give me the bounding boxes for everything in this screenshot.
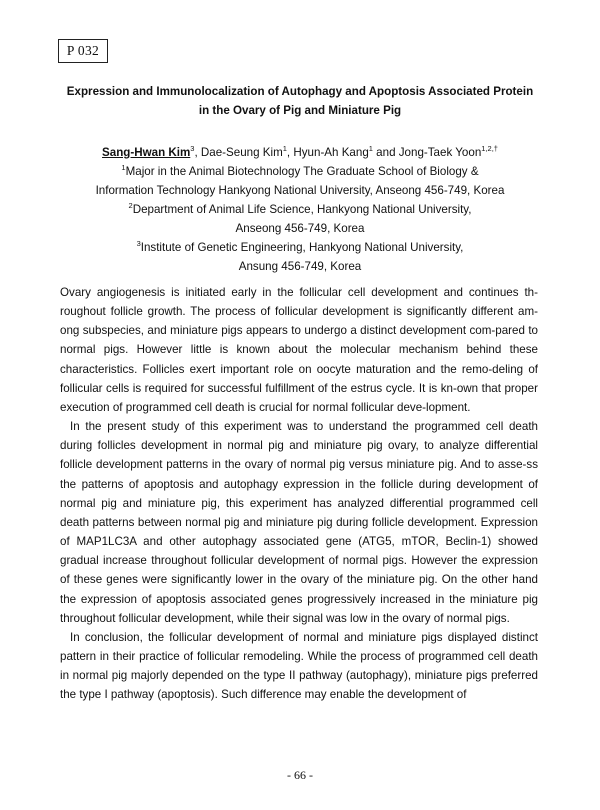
- author-affiliation-mark: 1: [282, 144, 287, 153]
- author-list: [30, 143, 570, 162]
- affiliation-text: Institute of Genetic Engineering, Hankyong National University,: [140, 241, 464, 254]
- abstract-paragraph: In the present study of this experiment was to understand the programmed cell death during follicles development in normal pig and miniature pig ovary, to analyze differential follicle development patterns in the ovary of normal pig versus miniature pig. And to asse-ss the patterns of apoptosis and autophagy expression in the follicle during development of normal pig and miniature pig, this experiment has analyzed differential programmed cell death patterns between normal pig and miniature pig during follicle development. Expression of MAP1LC3A and other autophagy associated gene (ATG5, mTOR, Beclin-1) showed gradual increase throughout follicular development of normal pigs. However the expression of these genes were significantly lower in the ovary of the miniature pig. On the other hand the expression of apoptosis associated genes progressively increased in the miniature pig throughout follicular development, while their signal was low in the ovary of normal pigs.: [60, 420, 538, 625]
- author-affiliation-mark: 1,2,†: [481, 144, 498, 153]
- author-name: Jong-Taek Yoon: [398, 146, 482, 159]
- abstract-body: [60, 283, 538, 704]
- affiliation-3-cont: Ansung 456-749, Korea: [238, 260, 362, 273]
- title-line-1: Expression and Immunolocalization of Autophagy and Apoptosis Associated Protein: [66, 85, 534, 98]
- affiliation-2: [30, 200, 570, 219]
- author-name: Dae-Seung Kim: [200, 146, 283, 159]
- title-line-2: in the Ovary of Pig and Miniature Pig: [198, 104, 402, 117]
- abstract-paragraph: Ovary angiogenesis is initiated early in the follicular cell development and continues th-roughout follicle growth. The process of follicular development is significantly different am-ong subspecies, and miniature pigs appears to undergo a distinct development com-pared to normal pigs. However little is known about the molecular mechanism behind these characteristics. Follicles exert important role on oocyte maturation and the remo-deling of follicular cells is required for successful fulfillment of the estrus cycle. It is kn-own that proper execution of programmed cell death is crucial for normal follicular deve-lopment.: [60, 286, 538, 414]
- page-number: - 66 -: [287, 768, 313, 782]
- affiliation-mark: 3: [136, 239, 141, 248]
- author-separator: ,: [286, 146, 294, 159]
- author-affiliation-mark: 1: [368, 144, 373, 153]
- author-name: Sang-Hwan Kim: [102, 146, 191, 159]
- abstract-paragraph: In conclusion, the follicular development of normal and miniature pigs displayed distinct pattern in their practice of follicular remodeling. While the process of programmed cell death in normal pig majorly depended on the type II pathway (autophagy), miniature pigs preferred the type I pathway (apoptosis). Such difference may enable the development of: [60, 630, 538, 702]
- affiliation-1: [30, 162, 570, 181]
- affiliation-3: [30, 238, 570, 257]
- author-separator: and: [372, 146, 399, 159]
- affiliation-text: Department of Animal Life Science, Hankyong National University,: [132, 203, 472, 216]
- author-affiliation-mark: 3: [190, 144, 195, 153]
- author-separator: ,: [194, 146, 201, 159]
- affiliation-mark: 2: [128, 201, 133, 210]
- affiliation-text: Major in the Animal Biotechnology The Graduate School of Biology &: [125, 165, 479, 178]
- affiliation-2-cont: Anseong 456-749, Korea: [235, 222, 365, 235]
- author-name: Hyun-Ah Kang: [293, 146, 369, 159]
- poster-id-box: P 032: [58, 39, 108, 63]
- affiliation-1-cont: Information Technology Hankyong National University, Anseong 456-749, Korea: [95, 184, 505, 197]
- affiliation-mark: 1: [121, 163, 126, 172]
